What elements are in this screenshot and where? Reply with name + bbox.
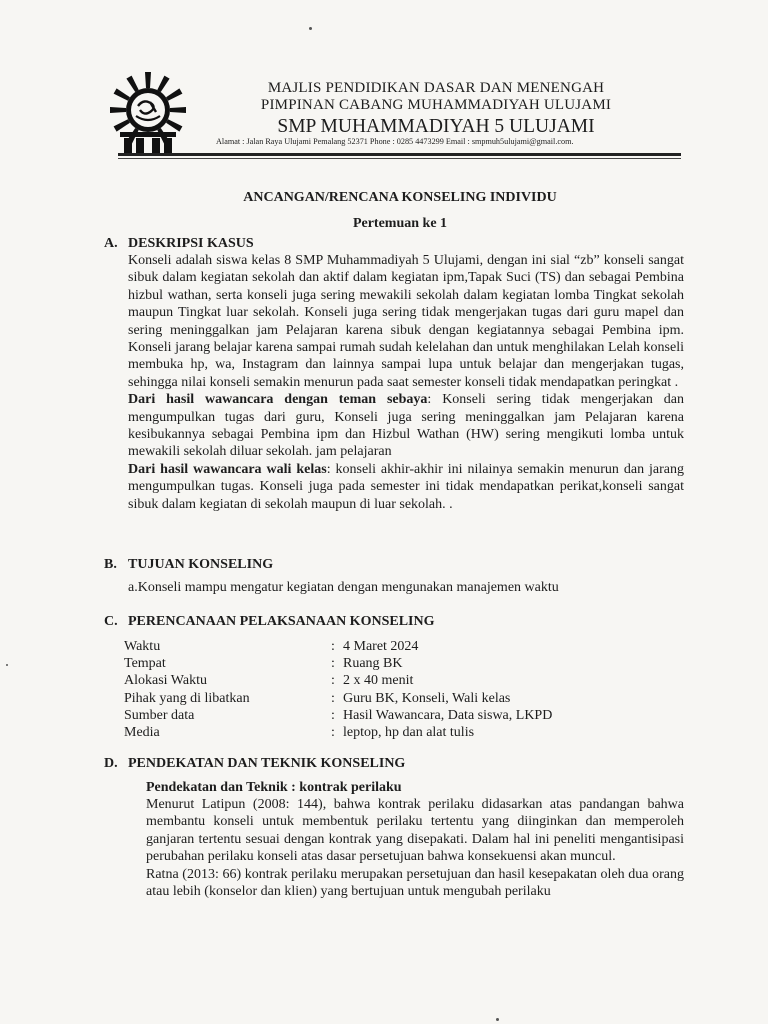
school-address: Alamat : Jalan Raya Ulujami Pemalang 52371 Phone : 0285 4473299 Email : smpmuh5ulujami@gmail.com.: [216, 137, 574, 146]
section-b-letter: B.: [104, 557, 117, 572]
plan-label: Media: [124, 725, 160, 741]
section-d-letter: D.: [104, 756, 118, 771]
section-c-title: PERENCANAAN PELAKSANAAN KONSELING: [128, 614, 435, 629]
section-a-paragraph-3: [128, 461, 684, 513]
plan-value: 4 Maret 2024: [343, 639, 419, 654]
plan-row: Pihak yang di libatkan : Guru BK, Konseli, Wali kelas: [124, 690, 552, 707]
section-a-title: DESKRIPSI KASUS: [128, 236, 254, 251]
plan-label: Waktu: [124, 639, 161, 654]
plan-label: Sumber data: [124, 707, 195, 723]
plan-row: Waktu : 4 Maret 2024: [124, 638, 552, 655]
document-subtitle: Pertemuan ke 1: [352, 216, 448, 231]
plan-value: Ruang BK: [343, 656, 403, 672]
plan-label: Pihak yang di libatkan: [124, 690, 250, 706]
homeroom-interview-text: : konseli akhir-akhir ini nilainya semakin menurun dan jarang mengumpulkan tugas. Konseli juga pada semester ini tidak mendapatkan perikat,konseli sangat sibuk dalam kegiatan di sekolah maupun di luar sekolah. .: [128, 461, 685, 512]
section-b-heading: [104, 557, 273, 573]
section-d-paragraph-2: Ratna (2013: 66) kontrak perilaku merupakan persetujuan dan hasil kesepakatan oleh dua orang atau lebih (konselor dan klien) yang bertujuan untuk mengubah perilaku: [146, 866, 684, 900]
peer-interview-text: : Konseli sering tidak mengerjakan dan mengumpulkan tugas dari guru, Konseli juga sering meninggalkan jam Pelajaran karena kesibukannya sebagai Pembina ipm dan Hizbul Wathan (HW) sering mengikuti lomba untuk mewakili sekolah diluar sekolah. jam pelajaran: [128, 392, 684, 460]
section-d-title: PENDEKATAN DAN TEKNIK KONSELING: [128, 756, 406, 771]
document-title: ANCANGAN/RENCANA KONSELING INDIVIDU: [243, 190, 557, 205]
plan-value: Guru BK, Konseli, Wali kelas: [343, 690, 511, 706]
plan-value: 2 x 40 menit: [343, 673, 414, 689]
letterhead-line2: PIMPINAN CABANG MUHAMMADIYAH ULUJAMI: [260, 97, 612, 113]
homeroom-interview-label: Dari hasil wawancara wali kelas: [128, 461, 327, 477]
plan-label: Alokasi Waktu: [124, 673, 207, 689]
letterhead-rule-thick: [118, 153, 681, 156]
section-a-body: [128, 252, 684, 513]
section-d-subheading: Pendekatan dan Teknik : kontrak perilaku: [146, 780, 402, 795]
school-name: SMP MUHAMMADIYAH 5 ULUJAMI: [277, 116, 595, 137]
peer-interview-label: Dari hasil wawancara dengan teman sebaya: [128, 392, 428, 408]
plan-value: leptop, hp dan alat tulis: [343, 725, 475, 741]
muhammadiyah-logo-icon: [108, 70, 188, 156]
plan-row: Tempat : Ruang BK: [124, 655, 552, 672]
section-a-paragraph-2: [128, 391, 684, 461]
plan-table: [124, 638, 552, 741]
section-b-title: TUJUAN KONSELING: [128, 557, 274, 572]
plan-label: Tempat: [124, 656, 166, 672]
section-c-letter: C.: [104, 614, 118, 629]
section-a-paragraph-1: Konseli adalah siswa kelas 8 SMP Muhammadiyah 5 Ulujami, dengan ini sial “zb” konseli sangat sibuk dalam kegiatan sekolah dan aktif dalam kegiatan ipm,Tapak Suci (TS) dan sebagai Pembina hizbul wathan, serta konseli juga sering mewakili sekolah dalam kegiatan lomba Tingkat sekolah maupun Tingkat luar sekolah. Konseli juga sering tidak mengerjakan tugas dari guru mapel dan sering meninggalkan jam Pelajaran karena sibuk dengan kegiatannya sebagai Pembina ipm. Konseli jarang belajar karena sampai rumah sudah kelelahan dan untuk menghilakan Lelah konseli membuka hp, wa, Instagram dan lainnya sampai lupa untuk belajar dan mengerjakan tugas, sehingga nilai konseli semakin menurun pada saat semester konseli tidak mendapatkan peringkat .: [128, 253, 684, 390]
scan-speck: [496, 1018, 499, 1021]
section-a-letter: A.: [104, 236, 118, 251]
letterhead-rule-thin: [118, 158, 681, 159]
section-a-heading: [104, 236, 254, 252]
section-b-text: a.Konseli mampu mengatur kegiatan dengan mengunakan manajemen waktu: [128, 580, 559, 595]
plan-row: Alokasi Waktu : 2 x 40 menit: [124, 672, 552, 689]
letterhead-line1: MAJLIS PENDIDIKAN DASAR DAN MENENGAH: [267, 80, 605, 96]
plan-row: Media : leptop, hp dan alat tulis: [124, 724, 552, 741]
plan-row: Sumber data : Hasil Wawancara, Data siswa, LKPD: [124, 707, 553, 723]
plan-value: Hasil Wawancara, Data siswa, LKPD: [343, 707, 553, 723]
section-c-heading: [104, 614, 434, 630]
scan-speck: [6, 664, 8, 666]
section-d-heading: [104, 756, 405, 772]
letterhead: [196, 80, 676, 138]
section-d-paragraph-1: Menurut Latipun (2008: 144), bahwa kontrak perilaku didasarkan atas pandangan bahwa membantu konseli untuk membentuk perilaku tertentu yang diinginkan dan memperoleh ganjaran tertentu sesuai dengan kontrak yang disepakati. Dalam hal ini peneliti mengantisipasi perubahan perilaku konseli atas dasar persetujuan bahwa konsekuensi akan muncul.: [146, 797, 684, 865]
section-d-body: [146, 796, 684, 900]
scan-speck: [309, 27, 312, 30]
